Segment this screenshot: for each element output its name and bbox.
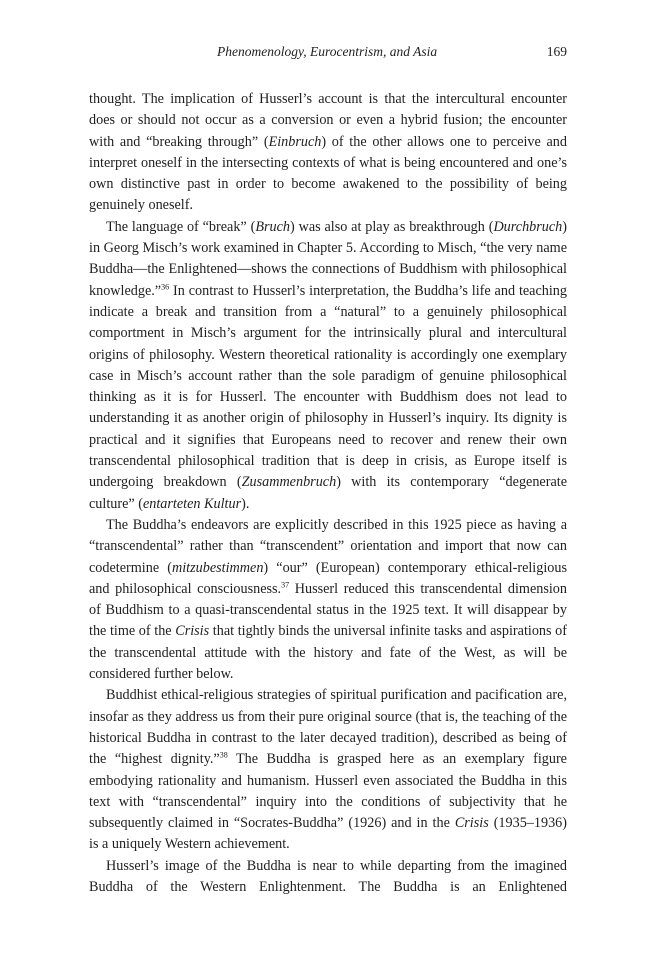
text-run: Husserl’s image of the Buddha is near to while departing from the imagined Buddha of the Western Enlightenment. The Buddha is an Enlightened (89, 857, 567, 895)
body-text (89, 89, 567, 898)
text-run: thought. The implication of Husserl’s account is that the intercultural encounter does or should not occur as a conversion or even a hybrid fusion; the encounter with and “breaking through” ( (89, 91, 567, 150)
running-head (89, 44, 567, 64)
footnote-ref: 38 (219, 750, 228, 760)
text-run: (1935–1936) is a uniquely Western achievement. (89, 815, 567, 853)
italic-term: mitzubestimmen (171, 559, 264, 576)
paragraph-4 (89, 685, 567, 855)
italic-term: Crisis (454, 815, 489, 832)
footnote-ref: 36 (161, 281, 170, 291)
paragraph-3 (89, 515, 567, 685)
italic-term: Zusammenbruch (241, 474, 337, 491)
text-run: ) “our” (European) contemporary ethical-religious and philosophical consciousness. (89, 559, 567, 597)
text-run: The Buddha’s endeavors are explicitly described in this 1925 piece as having a “transcendental” rather than “transcendent” orientation and import that now can codetermine ( (89, 516, 567, 576)
paragraph-5 (89, 856, 567, 899)
italic-term: Crisis (175, 623, 210, 640)
text-run: ) of the other allows one to perceive and interpret oneself in the intersecting contexts of what is being encountered and one’s own distinctive past in order to become awakened to the possibility of being genuinely oneself. (89, 133, 567, 214)
text-run: ) with its contemporary “degenerate culture” ( (89, 474, 567, 512)
text-run: The Buddha is grasped here as an exemplary figure embodying rationality and humanism. Husserl even associated the Buddha in this text with “transcendental” inquiry into the conditions of subjectivity that he subsequently claimed in “Socrates-Buddha” (1926) and in the (89, 751, 567, 832)
text-run: Husserl reduced this transcendental dimension of Buddhism to a quasi-transcendental status in the 1925 text. It will disappear by the time of the (89, 580, 567, 640)
text-run: ). (241, 495, 250, 512)
running-title: Phenomenology, Eurocentrism, and Asia (217, 44, 438, 59)
paragraph-2 (89, 217, 567, 515)
italic-term: Durchbruch (493, 218, 563, 235)
page-number: 169 (546, 44, 567, 59)
text-run: that tightly binds the universal infinite tasks and aspirations of the transcendental attitude with the history and fate of the West, as will be considered further below. (89, 623, 567, 683)
italic-term: entarteten Kultur (142, 495, 242, 512)
text-run: In contrast to Husserl’s interpretation, the Buddha’s life and teaching indicate a break and transition from a “natural” to a genuinely philosophical comportment in Misch’s argument for the intrinsically plural and intercultural origins of philosophy. Western theoretical rationality is accordingly one exemplary case in Misch’s account rather than the sole paradigm of genuine philosophical thinking as it is for Husserl. The encounter with Buddhism does not lead to understanding it as another origin of philosophy in Husserl’s inquiry. Its dignity is practical and it signifies that Europeans need to recover and renew their own transcendental philosophical tradition that is deep in crisis, as Europe itself is undergoing breakdown ( (89, 282, 567, 491)
paragraph-1 (89, 89, 567, 217)
text-run: Buddhist ethical-religious strategies of spiritual purification and pacification are, insofar as they address us from their pure original source (that is, the teaching of the historical Buddha in contrast to the later decayed tradition), described as being of the “highest dignity.” (89, 687, 567, 768)
italic-term: Bruch (255, 218, 290, 235)
italic-term: Einbruch (268, 133, 322, 150)
text-run: ) was also at play as breakthrough ( (290, 218, 494, 235)
text-run: The language of “break” ( (106, 218, 256, 235)
footnote-ref: 37 (281, 580, 290, 590)
text-run: ) in Georg Misch’s work examined in Chapter 5. According to Misch, “the very name Buddha—the Enlightened—shows the connections of Buddhism with philosophical knowledge.” (89, 218, 567, 299)
